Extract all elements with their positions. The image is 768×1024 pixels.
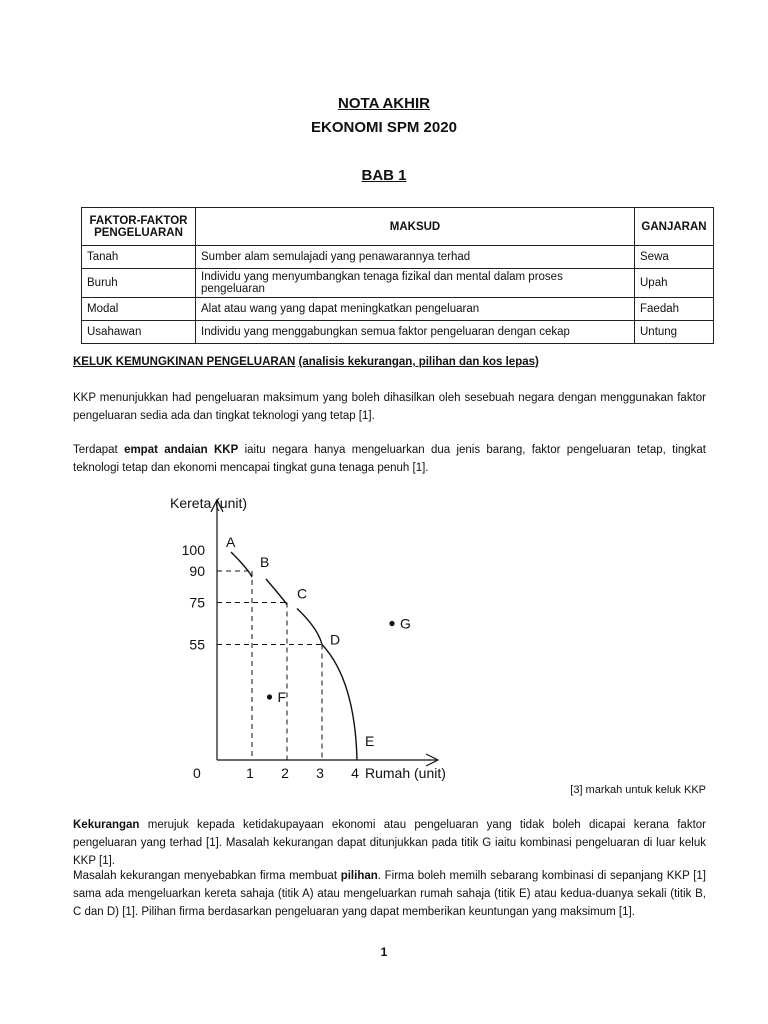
- table-cell: Sewa: [635, 246, 714, 269]
- paragraph-kkp-definition: KKP menunjukkan had pengeluaran maksimum yang boleh dihasilkan oleh sesebuah negara dengan menggunakan faktor pengeluaran sedia ada dan tingkat teknologi yang tetap [1].: [73, 392, 706, 422]
- x-tick-label: 1: [246, 765, 254, 781]
- table-cell: Sumber alam semulajadi yang penawarannya terhad: [196, 246, 635, 269]
- paragraph-choice: [73, 867, 706, 921]
- point-dot: [267, 694, 272, 699]
- table-row: [82, 298, 714, 321]
- paragraph-bold-text: pilihan: [340, 870, 378, 882]
- paragraph-text: merujuk kepada ketidakupayaan ekonomi atau pengeluaran yang tidak boleh dicapai kerana faktor pengeluaran yang terhad [1]. Masalah kekurangan dapat ditunjukkan pada titik G iaitu kombinasi pengeluaran di luar keluk KKP [1].: [73, 819, 706, 867]
- paragraph-bold-text: empat andaian KKP: [124, 444, 239, 456]
- chart-curve: [231, 552, 357, 760]
- doc-subtitle: EKONOMI SPM 2020: [311, 119, 457, 136]
- x-axis-label: Rumah (unit): [365, 765, 446, 781]
- point-label: F: [277, 689, 287, 705]
- table-row: [82, 246, 714, 269]
- ppf-chart: [150, 490, 460, 790]
- table-cell: Upah: [635, 269, 714, 298]
- factors-table: [81, 207, 714, 344]
- header-factors: FAKTOR-FAKTOR PENGELUARAN: [82, 208, 196, 246]
- section-heading: [73, 356, 539, 368]
- table-cell: Tanah: [82, 246, 196, 269]
- table-cell: Alat atau wang yang dapat meningkatkan pengeluaran: [196, 298, 635, 321]
- section-title: KELUK KEMUNGKINAN PENGELUARAN: [73, 356, 296, 368]
- y-tick-label: 55: [189, 636, 205, 653]
- x-tick-label: 2: [281, 765, 289, 781]
- point-label: B: [260, 554, 270, 570]
- y-tick-label: 75: [189, 594, 205, 611]
- x-tick-label: 4: [351, 765, 359, 781]
- ppf-curve: [231, 552, 357, 760]
- table-row: [82, 269, 714, 298]
- point-label: D: [330, 631, 341, 648]
- paragraph-text: iaitu negara hanya mengeluarkan dua jenis barang, faktor pengeluaran tetap, tingkat teknologi tetap dan ekonomi mencapai tingkat guna tenaga penuh [1].: [73, 444, 707, 474]
- header-reward: GANJARAN: [635, 208, 714, 246]
- chapter-heading: BAB 1: [361, 167, 407, 184]
- table-cell: Individu yang menyumbangkan tenaga fizikal dan mental dalam proses pengeluaran: [196, 269, 635, 298]
- section-subtitle: (analisis kekurangan, pilihan dan kos lepas): [298, 356, 539, 368]
- chart-axes: [211, 500, 438, 766]
- table-cell: Usahawan: [82, 321, 196, 344]
- header-meaning: MAKSUD: [196, 208, 635, 246]
- point-label: C: [297, 585, 308, 602]
- paragraph-scarcity: [73, 816, 706, 870]
- table-cell: Buruh: [82, 269, 196, 298]
- table-cell: Modal: [82, 298, 196, 321]
- marks-note: [3] markah untuk keluk KKP: [570, 784, 706, 796]
- paragraph-kkp-assumptions: [73, 441, 706, 477]
- table-header-row: [82, 208, 714, 246]
- x-tick-label: 0: [193, 765, 201, 781]
- table-row: [82, 321, 714, 344]
- paragraph-text: Masalah kekurangan menyebabkan firma membuat: [73, 870, 341, 882]
- page-number: 1: [380, 945, 388, 959]
- paragraph-text: Terdapat: [73, 444, 125, 456]
- y-axis-label: Kereta (unit): [170, 495, 248, 511]
- point-label: A: [226, 534, 236, 550]
- paragraph-text: . Firma boleh memilh sebarang kombinasi di sepanjang KKP [1] sama ada mengeluarkan kereta sahaja (titik A) atau mengeluarkan rumah sahaja (titik E) atau kedua-duanya sekali (titik B, C dan D) [1]. Pilihan firma berdasarkan pengeluaran yang dapat memberikan keuntungan yang maksimum [1].: [73, 870, 706, 918]
- paragraph-bold-text: Kekurangan: [73, 819, 140, 831]
- table-cell: Untung: [635, 321, 714, 344]
- table-cell: Individu yang menggabungkan semua faktor pengeluaran dengan cekap: [196, 321, 635, 344]
- table-cell: Faedah: [635, 298, 714, 321]
- x-tick-label: 3: [316, 765, 324, 781]
- chart-labels: [170, 495, 446, 781]
- point-dot: [389, 621, 394, 626]
- doc-title: NOTA AKHIR: [338, 95, 430, 112]
- point-label: G: [400, 615, 411, 632]
- point-label: E: [365, 733, 375, 749]
- y-tick-label: 100: [181, 542, 205, 558]
- y-tick-label: 90: [189, 563, 205, 579]
